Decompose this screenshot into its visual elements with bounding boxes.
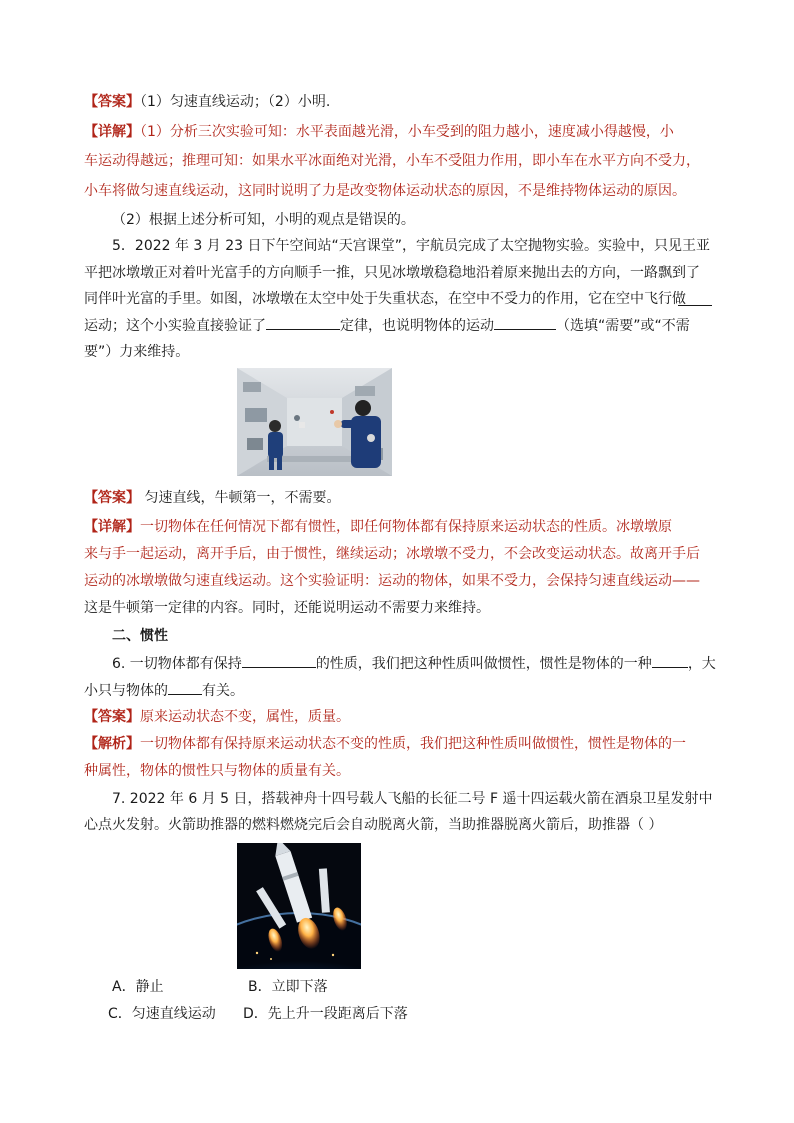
question-fragment: 6. 一切物体都有保持 — [112, 656, 242, 672]
detail-block — [84, 122, 714, 142]
detail-block — [84, 517, 714, 537]
question-fragment: 小只与物体的 — [84, 683, 168, 699]
question-text: 要”）力来维持。 — [84, 344, 190, 360]
option-a: A．静止 — [112, 979, 164, 995]
question-fragment: 运动；这个小实验直接验证了 — [84, 318, 266, 334]
detail-text: 车运动得越远；推理可知：如果水平冰面绝对光滑，小车不受阻力作用，即小车在水平方向不受力， — [84, 153, 700, 169]
answer-blank — [652, 653, 688, 668]
detail-tag: 【详解】 — [84, 519, 140, 535]
answer-blank — [266, 315, 340, 330]
option-c: C．匀速直线运动 — [108, 1006, 216, 1022]
question-text — [84, 315, 714, 336]
answer-blank — [494, 315, 556, 330]
question-fragment: 的性质，我们把这种性质叫做惯性，惯性是物体的一种 — [315, 656, 652, 672]
analysis-block — [84, 734, 714, 754]
question-text — [112, 653, 714, 674]
question-text: 同伴叶光富的手里。如图，冰墩墩在太空中处于失重状态，在空中不受力的作用，它在空中飞行做 — [84, 291, 686, 307]
space-station-image — [237, 368, 392, 476]
rocket-image — [237, 843, 361, 969]
answer-text: 匀速直线，牛顿第一，不需要。 — [140, 490, 341, 506]
question-fragment: ，大 — [687, 656, 716, 672]
question-text: 5．2022 年 3 月 23 日下午空间站“天宫课堂”，宇航员完成了太空抛物实验。实验中，只见王亚 — [112, 238, 711, 254]
section-heading: 二、惯性 — [112, 628, 168, 644]
detail-text: （2）根据上述分析可知，小明的观点是错误的。 — [112, 212, 415, 228]
detail-text: 小车将做匀速直线运动，这同时说明了力是改变物体运动状态的原因，不是维持物体运动的原因。 — [84, 183, 686, 199]
answer-text: 原来运动状态不变，属性，质量。 — [140, 709, 350, 725]
answer-tag: 【答案】 — [84, 709, 140, 725]
question-fragment: 定律，也说明物体的运动 — [340, 318, 494, 334]
option-d: D．先上升一段距离后下落 — [243, 1006, 408, 1022]
question-text: 心点火发射。火箭助推器的燃料燃烧完后会自动脱离火箭，当助推器脱离火箭后，助推器（ ） — [84, 817, 663, 833]
answer-blank — [168, 680, 202, 695]
answer-tag: 【答案】 — [84, 94, 140, 110]
detail-text: 这是牛顿第一定律的内容。同时，还能说明运动不需要力来维持。 — [84, 600, 490, 616]
analysis-tag: 【解析】 — [84, 736, 140, 752]
detail-text: 一切物体在任何情况下都有惯性，即任何物体都有保持原来运动状态的性质。冰墩墩原 — [140, 519, 672, 535]
answer-text: （1）匀速直线运动；（2）小明. — [140, 94, 331, 110]
question-fragment: 有关。 — [202, 683, 244, 699]
answer-block — [84, 707, 714, 727]
answer-block — [84, 488, 714, 508]
answer-blank — [678, 291, 712, 306]
question-text: 7. 2022 年 6 月 5 日，搭载神舟十四号载人飞船的长征二号 F 遥十四运载火箭在酒泉卫星发射中 — [112, 791, 713, 807]
analysis-text: 一切物体都有保持原来运动状态不变的性质，我们把这种性质叫做惯性，惯性是物体的一 — [140, 736, 686, 752]
option-b: B．立即下落 — [248, 979, 328, 995]
answer-blank — [242, 653, 316, 668]
answer-block — [84, 92, 714, 112]
answer-tag: 【答案】 — [84, 490, 140, 506]
detail-tag: 【详解】 — [84, 124, 140, 140]
detail-text: 运动的冰墩墩做匀速直线运动。这个实验证明：运动的物体，如果不受力，会保持匀速直线运动—— — [84, 573, 700, 589]
detail-text: 来与手一起运动，离开手后，由于惯性，继续运动；冰墩墩不受力，不会改变运动状态。故离开手后 — [84, 546, 700, 562]
question-text: 平把冰墩墩正对着叶光富手的方向顺手一推，只见冰墩墩稳稳地沿着原来抛出去的方向，一路飘到了 — [84, 265, 700, 281]
analysis-text: 种属性，物体的惯性只与物体的质量有关。 — [84, 763, 350, 779]
question-fragment: （选填“需要”或“不需 — [556, 318, 690, 334]
question-text — [84, 680, 714, 701]
detail-text: （1）分析三次实验可知：水平表面越光滑，小车受到的阻力越小，速度减小得越慢，小 — [140, 124, 674, 140]
